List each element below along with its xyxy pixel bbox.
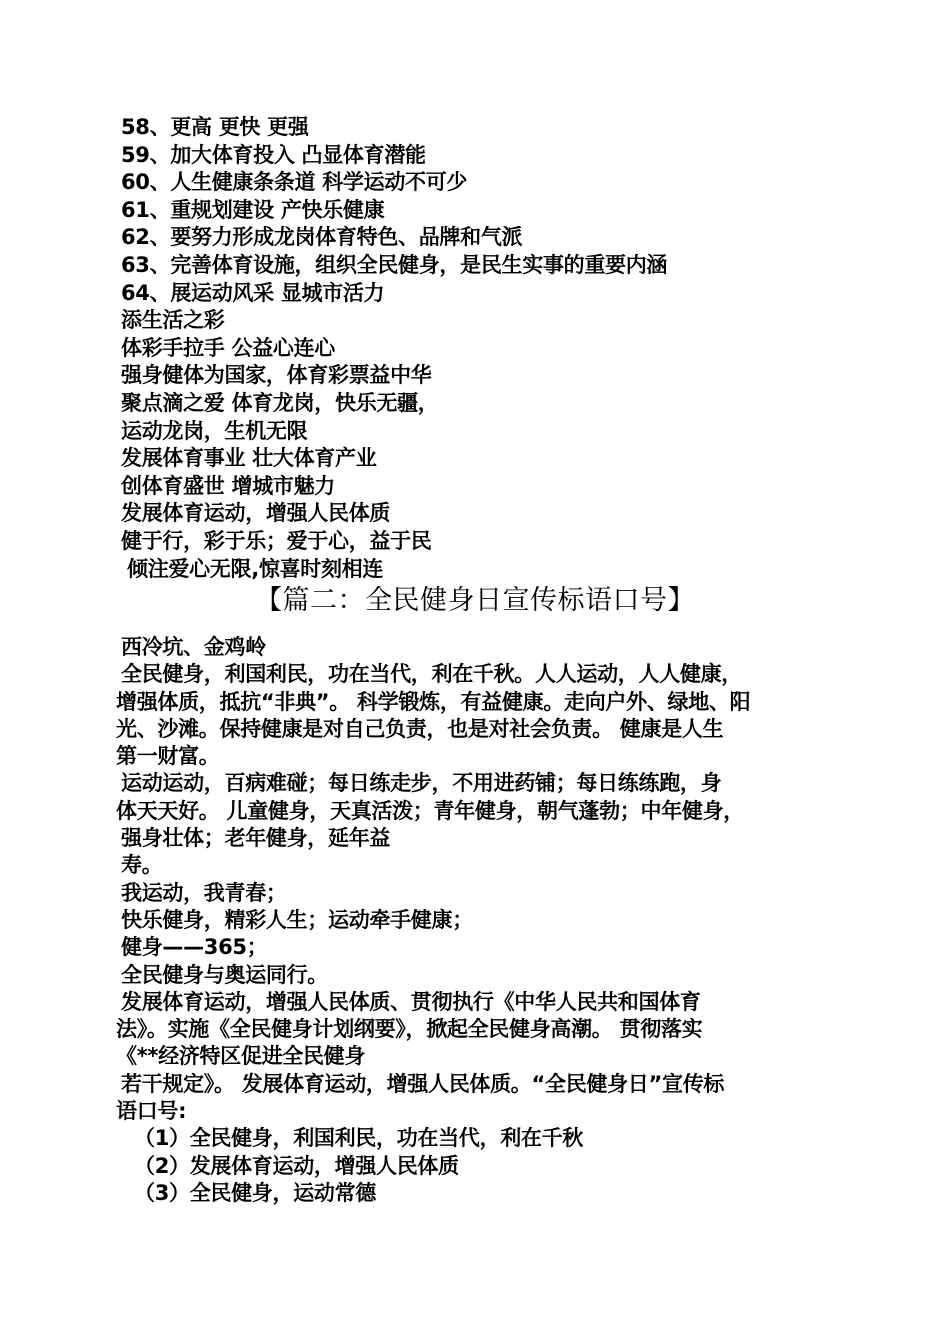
body-line: 增强体质，抵抗“非典”。 科学锻炼，有益健康。走向户外、绿地、阳 <box>116 689 751 714</box>
body-line: 《**经济特区促进全民健身 <box>116 1044 366 1069</box>
slogan-line: 运动龙岗，生机无限 <box>121 418 308 443</box>
list-item: （1）全民健身，利国利民，功在当代，利在千秋 <box>134 1126 584 1151</box>
slogan-line: 强身健体为国家，体育彩票益中华 <box>121 363 432 388</box>
slogan-line: 58、更高 更快 更强 <box>121 115 309 139</box>
slogan-line: 61、重规划建设 产快乐健康 <box>121 197 385 222</box>
body-line: 语口号: <box>116 1099 187 1124</box>
slogan-line: 63、完善体育设施，组织全民健身，是民生实事的重要内涵 <box>121 252 668 277</box>
body-line: 体天天好。 儿童健身，天真活泼；青年健身，朝气蓬勃；中年健身， <box>116 798 745 823</box>
slogan-line: 创体育盛世 增城市魅力 <box>121 473 336 498</box>
body-line: 寿。 <box>121 853 163 878</box>
slogan-line: 62、要努力形成龙岗体育特色、品牌和气派 <box>121 225 523 250</box>
body-line: 西冷坑、金鸡岭 <box>121 635 266 659</box>
list-item: （2）发展体育运动，增强人民体质 <box>134 1153 459 1178</box>
body-line: 全民健身，利国利民，功在当代，利在千秋。人人运动，人人健康， <box>121 662 742 687</box>
slogan-line: 59、加大体育投入 凸显体育潜能 <box>121 142 426 167</box>
body-line: 健身——365； <box>121 935 268 960</box>
slogan-line: 发展体育运动，增强人民体质 <box>121 501 391 526</box>
body-line: 我运动，我青春； <box>121 880 287 905</box>
section-heading: 【篇二：全民健身日宣传标语口号】 <box>255 585 695 616</box>
body-line: 发展体育运动，增强人民体质、贯彻执行《中华人民共和国体育 <box>121 989 701 1014</box>
body-line: 快乐健身，精彩人生；运动牵手健康； <box>121 907 473 932</box>
section-body <box>116 634 856 1207</box>
body-line: 强身壮体；老年健身，延年益 <box>121 826 391 851</box>
slogan-line: 60、人生健康条条道 科学运动不可少 <box>121 170 468 195</box>
slogan-line: 倾注爱心无限,惊喜时刻相连 <box>127 556 384 581</box>
slogan-line: 发展体育事业 壮大体育产业 <box>121 446 377 471</box>
list-item: （3）全民健身，运动常德 <box>134 1180 377 1205</box>
body-line: 第一财富。 <box>116 744 220 769</box>
slogan-list <box>121 114 881 583</box>
slogan-line: 健于行，彩于乐；爱于心，益于民 <box>121 528 432 553</box>
body-line: 运动运动，百病难碰；每日练走步，不用进药铺；每日练练跑，身 <box>121 771 722 796</box>
slogan-line: 聚点滴之爱 体育龙岗，快乐无疆， <box>121 390 439 415</box>
body-line: 若干规定》。 发展体育运动，增强人民体质。“全民健身日”宣传标 <box>121 1071 725 1096</box>
body-line: 法》。实施《全民健身计划纲要》，掀起全民健身高潮。 贯彻落实 <box>116 1017 703 1042</box>
slogan-line: 64、展运动风采 显城市活力 <box>121 280 385 305</box>
body-line: 光、沙滩。保持健康是对自己负责，也是对社会负责。 健康是人生 <box>116 716 724 741</box>
slogan-line: 添生活之彩 <box>121 308 225 333</box>
slogan-line: 体彩手拉手 公益心连心 <box>121 335 336 360</box>
body-line: 全民健身与奥运同行。 <box>121 962 328 987</box>
